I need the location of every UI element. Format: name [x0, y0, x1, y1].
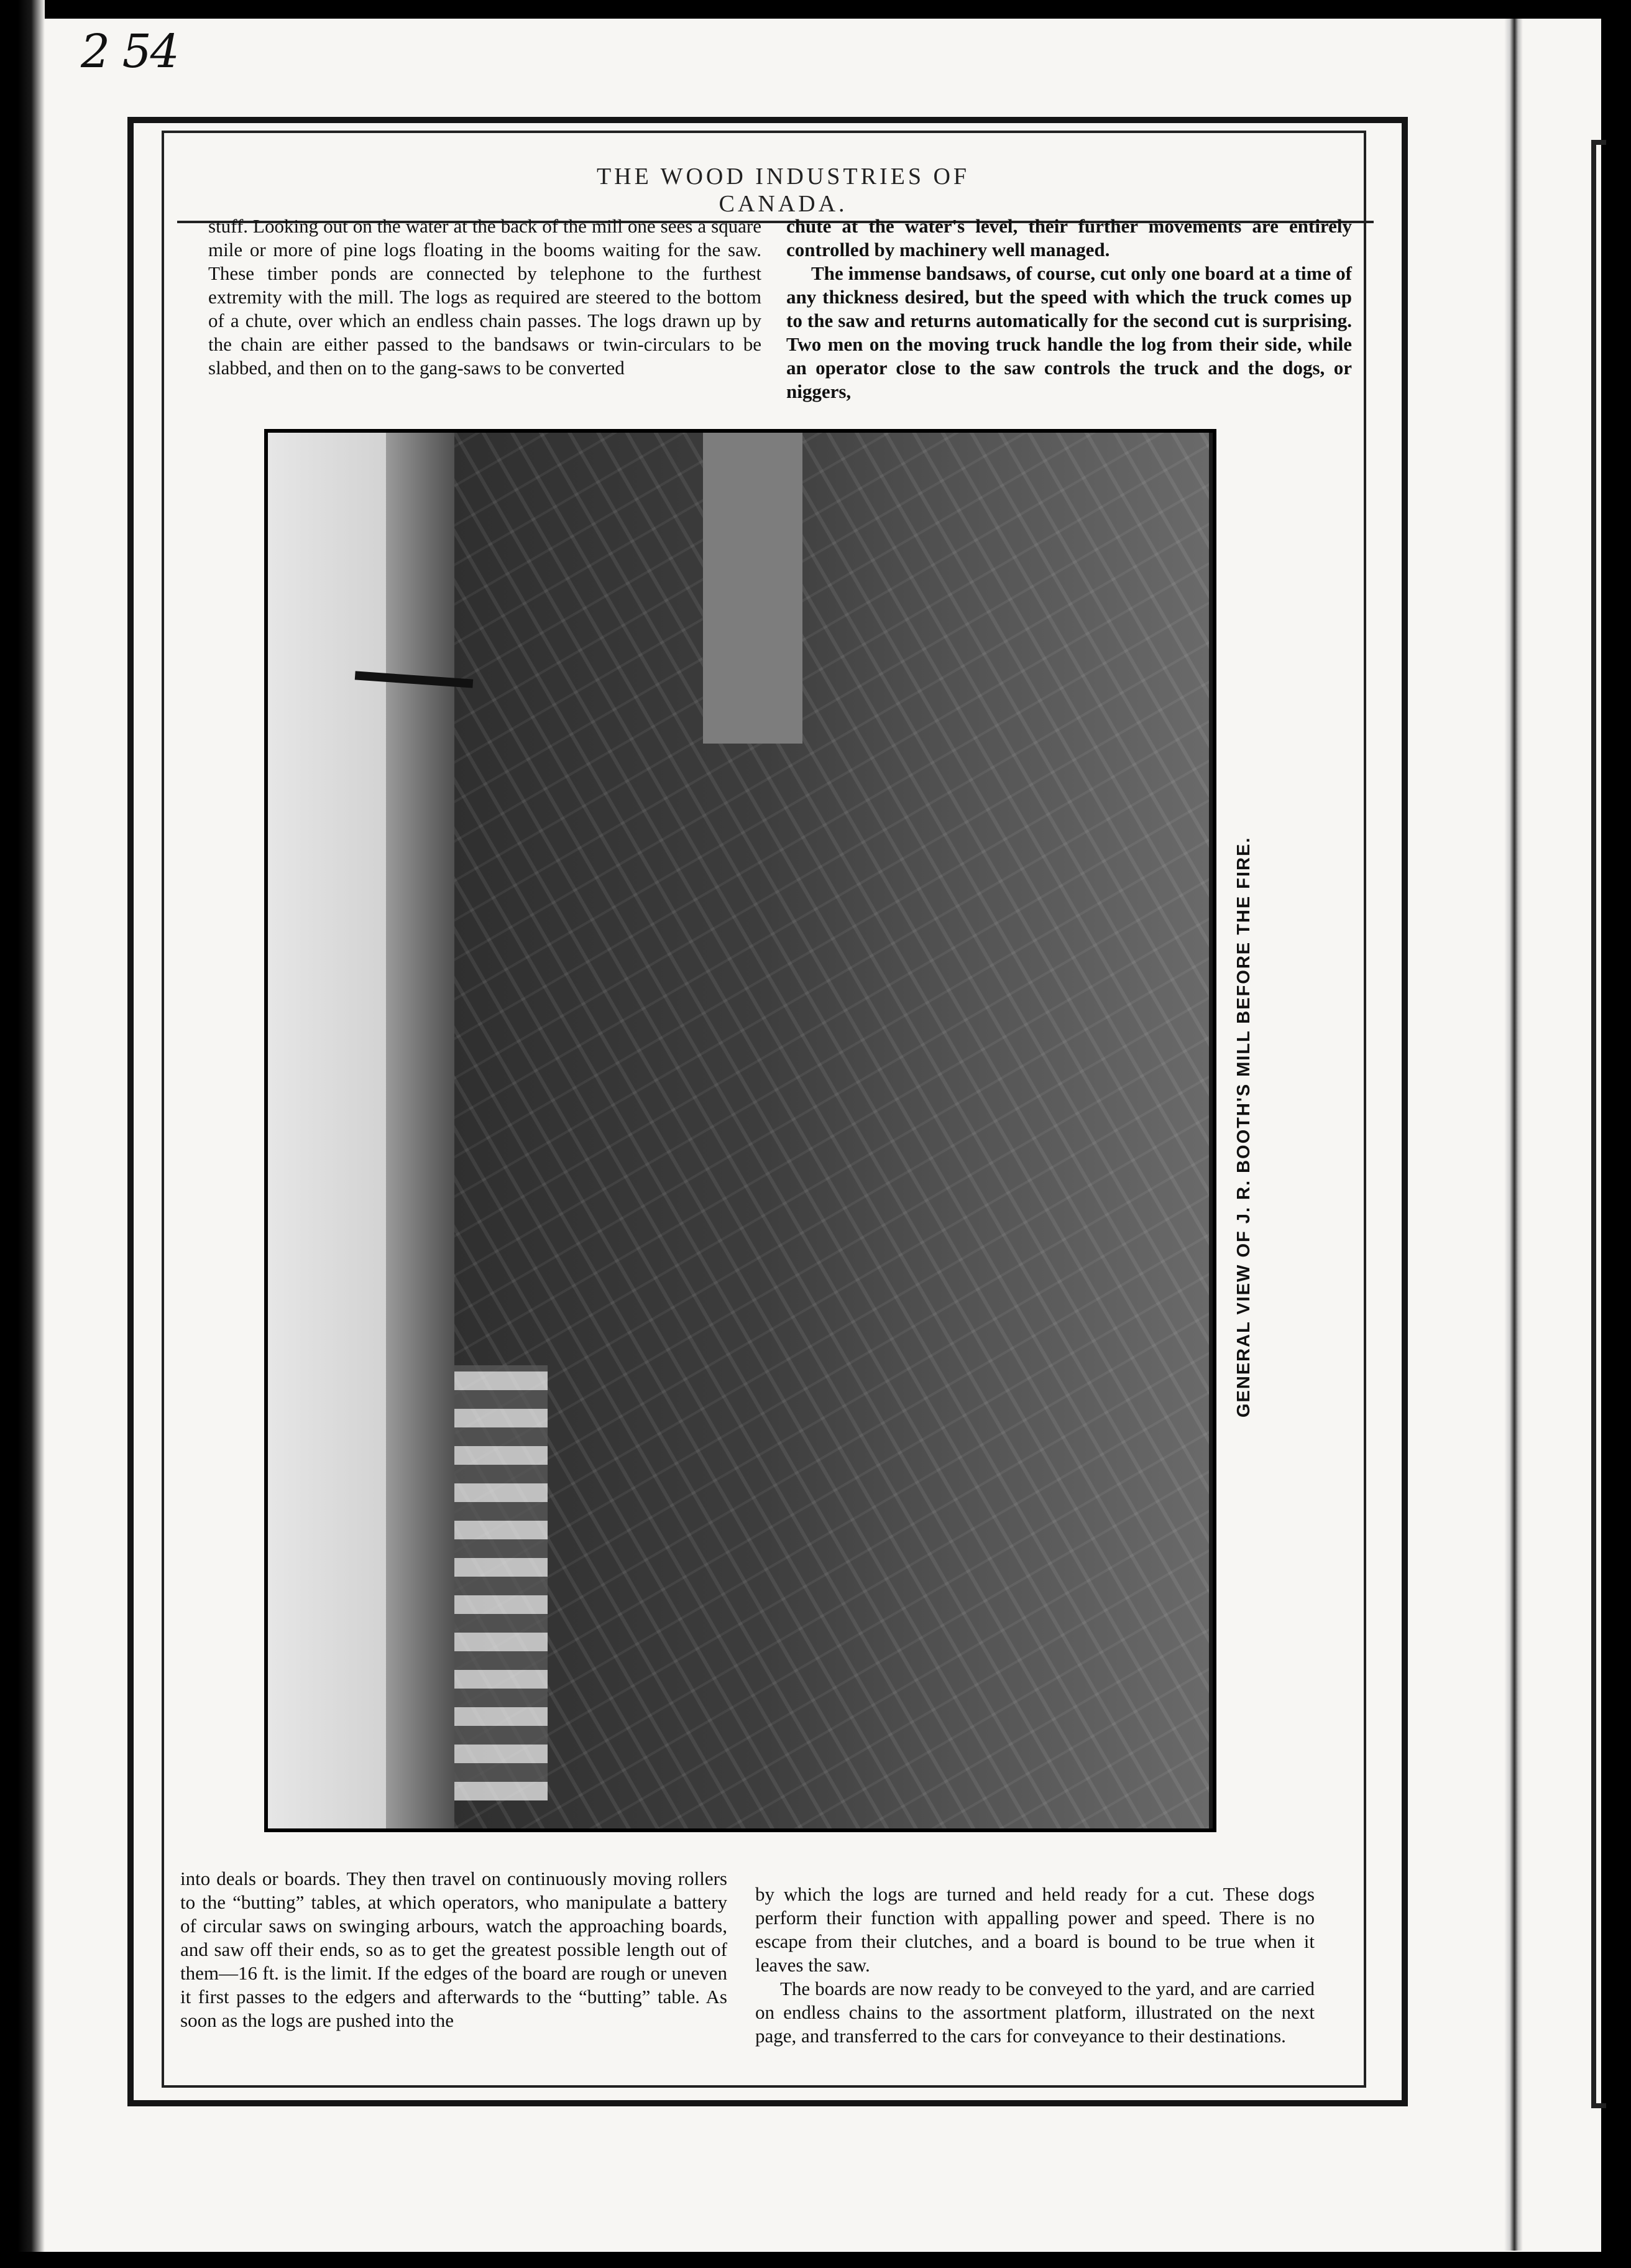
photo-buildings: [454, 1365, 548, 1800]
book-gutter: [1504, 19, 1523, 2251]
paragraph: The boards are now ready to be conveyed to the yard, and are carried on endless chains to the assortment platform, illustrated on the next page, and transferred to the cars for conveyance to their destinations.: [755, 1978, 1315, 2047]
paragraph: chute at the water's level, their further movements are entirely controlled by machinery well managed.: [786, 215, 1352, 260]
scan-border-top: [0, 0, 1631, 19]
facing-page-frame-edge: [1591, 140, 1606, 2108]
photo-caption: GENERAL VIEW OF J. R. BOOTH'S MILL BEFORE THE FIRE.: [1234, 836, 1254, 1418]
photo-shed-roof: [703, 433, 802, 744]
mill-photograph: [264, 429, 1216, 1832]
page-number: 2 54: [81, 25, 178, 78]
photo-hills: [386, 433, 461, 1828]
paragraph: stuff. Looking out on the water at the back of the mill one sees a square mile or more of pine logs floating in the booms waiting for the saw. These timber ponds are connected by telephone to the furthest extremity with the mill. The logs as required are steered to the bottom of a chute, over which an endless chain passes. The logs drawn up by the chain are either passed to the bandsaws or twin-circulars to be slabbed, and then on to the gang-saws to be converted: [208, 215, 761, 379]
paragraph: by which the logs are turned and held ready for a cut. These dogs perform their function with appalling power and speed. There is no escape from their clutches, and a board is bound to be true when it leaves the saw.: [755, 1883, 1315, 1976]
text-column-bottom-left: [180, 1867, 727, 2032]
paragraph: into deals or boards. They then travel on continuously moving rollers to the “butting” tables, at which operators, who manipulate a battery of circular saws on swinging arbours, watch the approaching boards, and saw off their ends, so as to get the greatest possible length out of them—16 ft. is the limit. If the edges of the board are rough or uneven it first passes to the edgers and afterwards to the “butting” table. As soon as the logs are pushed into the: [180, 1868, 727, 2031]
scan-border-left: [0, 0, 45, 2268]
text-column-bottom-right: [755, 1883, 1315, 2048]
paragraph: The immense bandsaws, of course, cut only one board at a time of any thickness desired, but the speed with which the truck comes up to the saw and returns automatically for the second cut is surprising. Two men on the moving truck handle the log from their side, while an operator close to the saw controls the truck and the dogs, or niggers,: [786, 262, 1352, 402]
text-column-top-right: [786, 214, 1352, 403]
running-header: THE WOOD INDUSTRIES OF CANADA.: [596, 164, 970, 217]
scan-border-bottom: [0, 2252, 1631, 2268]
text-column-top-left: [208, 214, 761, 380]
photo-lumber-yard: [454, 433, 1209, 1828]
